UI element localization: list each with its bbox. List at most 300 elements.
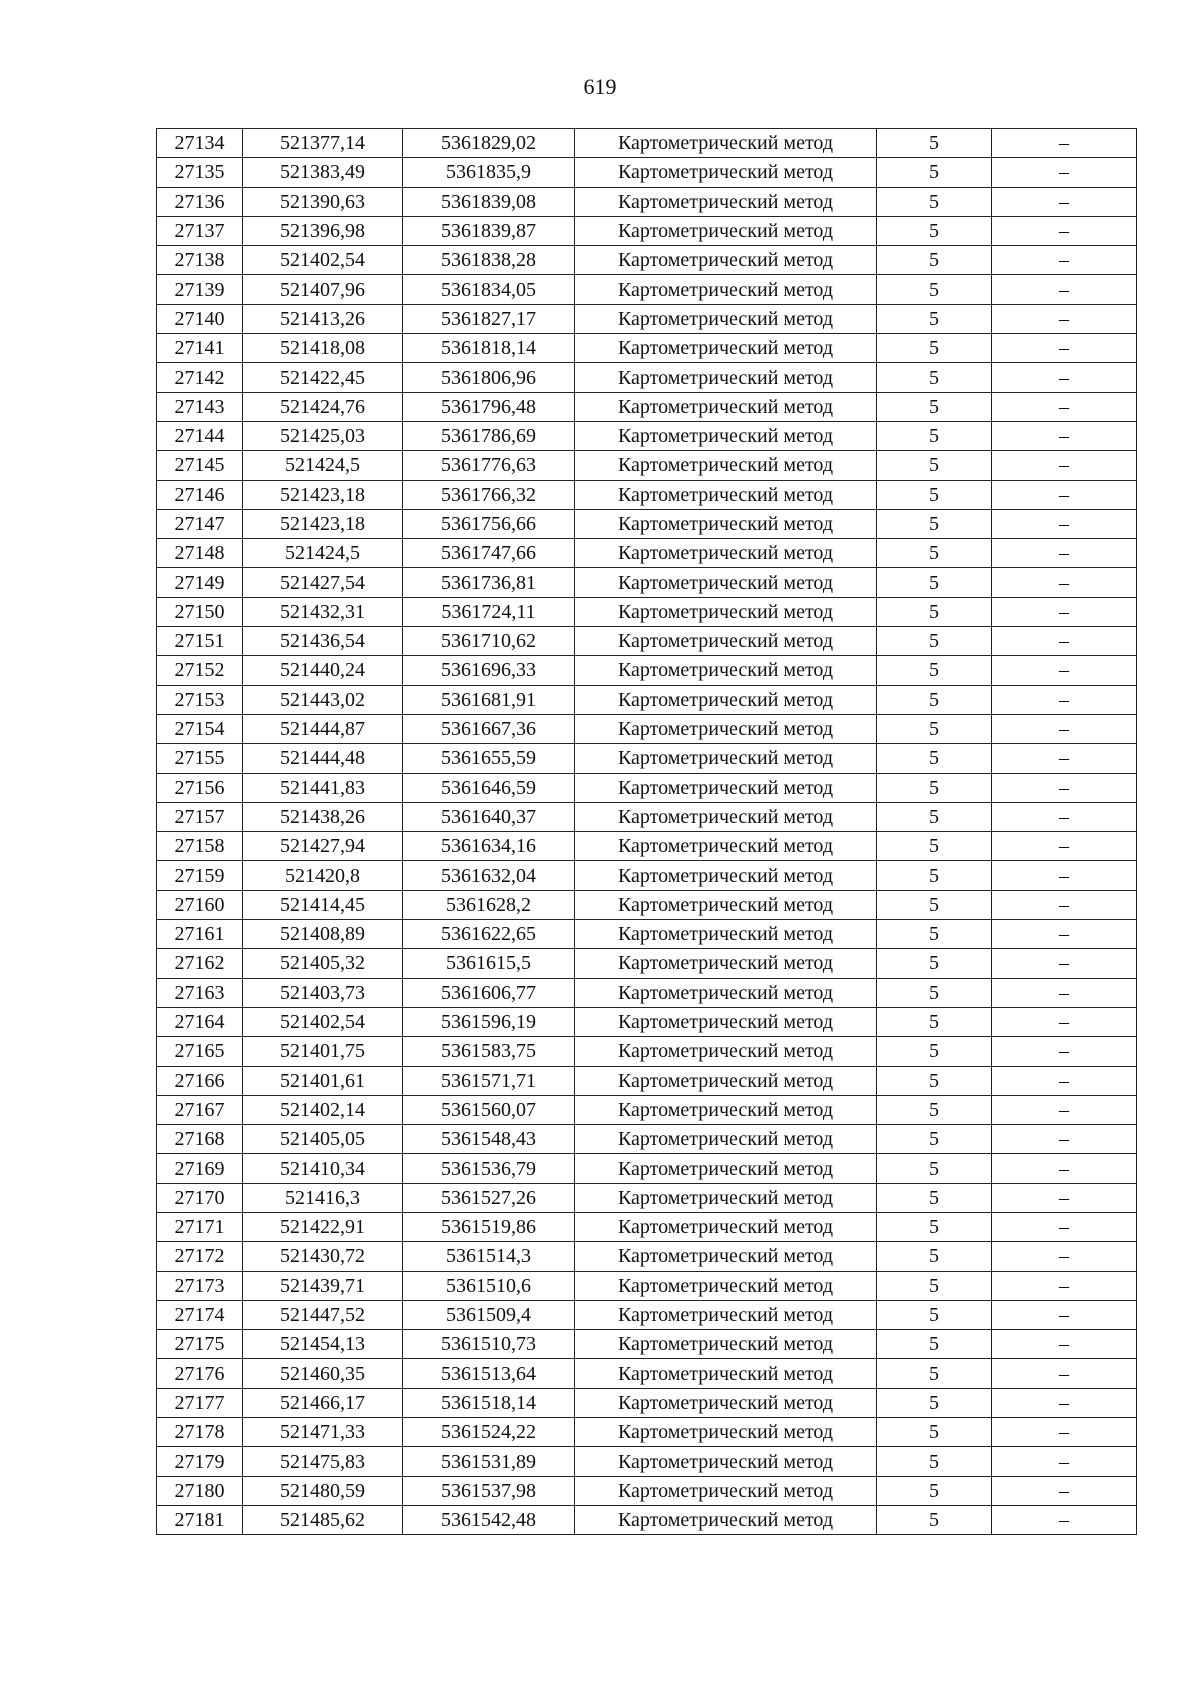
method-cell: Картометрический метод [575,1154,877,1183]
y-coordinate-cell: 5361622,65 [403,920,575,949]
table-row [157,949,1137,978]
note-cell: – [992,744,1137,773]
x-coordinate-cell: 521427,94 [243,832,403,861]
note-cell: – [992,978,1137,1007]
x-coordinate-cell: 521444,48 [243,744,403,773]
note-cell: – [992,1300,1137,1329]
table-row [157,685,1137,714]
method-cell: Картометрический метод [575,334,877,363]
point-number-cell: 27139 [157,275,243,304]
note-cell: – [992,685,1137,714]
note-cell: – [992,246,1137,275]
accuracy-cell: 5 [877,304,992,333]
table-row [157,129,1137,158]
note-cell: – [992,656,1137,685]
y-coordinate-cell: 5361542,48 [403,1505,575,1534]
note-cell: – [992,334,1137,363]
y-coordinate-cell: 5361806,96 [403,363,575,392]
accuracy-cell: 5 [877,1242,992,1271]
note-cell: – [992,568,1137,597]
table-row [157,627,1137,656]
method-cell: Картометрический метод [575,861,877,890]
method-cell: Картометрический метод [575,304,877,333]
x-coordinate-cell: 521444,87 [243,714,403,743]
method-cell: Картометрический метод [575,627,877,656]
method-cell: Картометрический метод [575,714,877,743]
note-cell: – [992,1447,1137,1476]
method-cell: Картометрический метод [575,1095,877,1124]
x-coordinate-cell: 521423,18 [243,509,403,538]
y-coordinate-cell: 5361724,11 [403,597,575,626]
accuracy-cell: 5 [877,832,992,861]
table-row [157,832,1137,861]
accuracy-cell: 5 [877,773,992,802]
y-coordinate-cell: 5361510,73 [403,1330,575,1359]
page-number: 619 [583,74,617,99]
method-cell: Картометрический метод [575,1505,877,1534]
point-number-cell: 27167 [157,1095,243,1124]
y-coordinate-cell: 5361628,2 [403,890,575,919]
y-coordinate-cell: 5361655,59 [403,744,575,773]
method-cell: Картометрический метод [575,129,877,158]
y-coordinate-cell: 5361527,26 [403,1183,575,1212]
table-row [157,920,1137,949]
point-number-cell: 27159 [157,861,243,890]
note-cell: – [992,216,1137,245]
method-cell: Картометрический метод [575,246,877,275]
x-coordinate-cell: 521475,83 [243,1447,403,1476]
x-coordinate-cell: 521424,76 [243,392,403,421]
x-coordinate-cell: 521403,73 [243,978,403,1007]
point-number-cell: 27138 [157,246,243,275]
method-cell: Картометрический метод [575,451,877,480]
accuracy-cell: 5 [877,1183,992,1212]
point-number-cell: 27170 [157,1183,243,1212]
method-cell: Картометрический метод [575,685,877,714]
note-cell: – [992,1154,1137,1183]
note-cell: – [992,304,1137,333]
method-cell: Картометрический метод [575,187,877,216]
y-coordinate-cell: 5361632,04 [403,861,575,890]
note-cell: – [992,1476,1137,1505]
table-row [157,978,1137,1007]
method-cell: Картометрический метод [575,832,877,861]
method-cell: Картометрический метод [575,1007,877,1036]
y-coordinate-cell: 5361776,63 [403,451,575,480]
x-coordinate-cell: 521414,45 [243,890,403,919]
y-coordinate-cell: 5361513,64 [403,1359,575,1388]
table-row [157,1125,1137,1154]
point-number-cell: 27169 [157,1154,243,1183]
x-coordinate-cell: 521424,5 [243,451,403,480]
method-cell: Картометрический метод [575,509,877,538]
method-cell: Картометрический метод [575,421,877,450]
table-row [157,1418,1137,1447]
point-number-cell: 27175 [157,1330,243,1359]
point-number-cell: 27135 [157,158,243,187]
x-coordinate-cell: 521439,71 [243,1271,403,1300]
y-coordinate-cell: 5361766,32 [403,480,575,509]
point-number-cell: 27160 [157,890,243,919]
x-coordinate-cell: 521420,8 [243,861,403,890]
note-cell: – [992,832,1137,861]
y-coordinate-cell: 5361510,6 [403,1271,575,1300]
accuracy-cell: 5 [877,1359,992,1388]
x-coordinate-cell: 521422,45 [243,363,403,392]
accuracy-cell: 5 [877,744,992,773]
y-coordinate-cell: 5361834,05 [403,275,575,304]
x-coordinate-cell: 521471,33 [243,1418,403,1447]
method-cell: Картометрический метод [575,1418,877,1447]
x-coordinate-cell: 521460,35 [243,1359,403,1388]
table-row [157,363,1137,392]
point-number-cell: 27134 [157,129,243,158]
y-coordinate-cell: 5361818,14 [403,334,575,363]
y-coordinate-cell: 5361839,87 [403,216,575,245]
point-number-cell: 27171 [157,1212,243,1241]
point-number-cell: 27176 [157,1359,243,1388]
x-coordinate-cell: 521485,62 [243,1505,403,1534]
note-cell: – [992,1505,1137,1534]
method-cell: Картометрический метод [575,568,877,597]
method-cell: Картометрический метод [575,744,877,773]
note-cell: – [992,363,1137,392]
point-number-cell: 27150 [157,597,243,626]
note-cell: – [992,421,1137,450]
table-row [157,744,1137,773]
accuracy-cell: 5 [877,978,992,1007]
table-row [157,1505,1137,1534]
point-number-cell: 27153 [157,685,243,714]
table-row [157,1212,1137,1241]
note-cell: – [992,1037,1137,1066]
note-cell: – [992,1066,1137,1095]
y-coordinate-cell: 5361536,79 [403,1154,575,1183]
point-number-cell: 27181 [157,1505,243,1534]
y-coordinate-cell: 5361786,69 [403,421,575,450]
note-cell: – [992,920,1137,949]
accuracy-cell: 5 [877,714,992,743]
table-row [157,714,1137,743]
point-number-cell: 27179 [157,1447,243,1476]
y-coordinate-cell: 5361646,59 [403,773,575,802]
table-row [157,392,1137,421]
x-coordinate-cell: 521402,54 [243,246,403,275]
y-coordinate-cell: 5361838,28 [403,246,575,275]
x-coordinate-cell: 521407,96 [243,275,403,304]
x-coordinate-cell: 521396,98 [243,216,403,245]
y-coordinate-cell: 5361571,71 [403,1066,575,1095]
method-cell: Картометрический метод [575,1388,877,1417]
point-number-cell: 27146 [157,480,243,509]
accuracy-cell: 5 [877,627,992,656]
table-row [157,1066,1137,1095]
point-number-cell: 27137 [157,216,243,245]
y-coordinate-cell: 5361531,89 [403,1447,575,1476]
accuracy-cell: 5 [877,1154,992,1183]
accuracy-cell: 5 [877,1330,992,1359]
table-row [157,246,1137,275]
method-cell: Картометрический метод [575,597,877,626]
method-cell: Картометрический метод [575,275,877,304]
x-coordinate-cell: 521418,08 [243,334,403,363]
y-coordinate-cell: 5361829,02 [403,129,575,158]
table-row [157,421,1137,450]
x-coordinate-cell: 521401,61 [243,1066,403,1095]
point-number-cell: 27154 [157,714,243,743]
y-coordinate-cell: 5361537,98 [403,1476,575,1505]
point-number-cell: 27172 [157,1242,243,1271]
note-cell: – [992,714,1137,743]
point-number-cell: 27158 [157,832,243,861]
note-cell: – [992,451,1137,480]
method-cell: Картометрический метод [575,1330,877,1359]
y-coordinate-cell: 5361640,37 [403,802,575,831]
method-cell: Картометрический метод [575,1212,877,1241]
note-cell: – [992,890,1137,919]
method-cell: Картометрический метод [575,1125,877,1154]
point-number-cell: 27143 [157,392,243,421]
x-coordinate-cell: 521401,75 [243,1037,403,1066]
table-row [157,1447,1137,1476]
accuracy-cell: 5 [877,334,992,363]
point-number-cell: 27141 [157,334,243,363]
note-cell: – [992,539,1137,568]
table-row [157,1271,1137,1300]
table-row [157,509,1137,538]
accuracy-cell: 5 [877,421,992,450]
note-cell: – [992,480,1137,509]
accuracy-cell: 5 [877,539,992,568]
accuracy-cell: 5 [877,920,992,949]
note-cell: – [992,509,1137,538]
method-cell: Картометрический метод [575,392,877,421]
table-row [157,187,1137,216]
point-number-cell: 27174 [157,1300,243,1329]
accuracy-cell: 5 [877,1388,992,1417]
y-coordinate-cell: 5361747,66 [403,539,575,568]
method-cell: Картометрический метод [575,363,877,392]
method-cell: Картометрический метод [575,949,877,978]
method-cell: Картометрический метод [575,978,877,1007]
x-coordinate-cell: 521427,54 [243,568,403,597]
method-cell: Картометрический метод [575,158,877,187]
x-coordinate-cell: 521413,26 [243,304,403,333]
note-cell: – [992,773,1137,802]
accuracy-cell: 5 [877,1066,992,1095]
accuracy-cell: 5 [877,890,992,919]
y-coordinate-cell: 5361583,75 [403,1037,575,1066]
note-cell: – [992,949,1137,978]
y-coordinate-cell: 5361596,19 [403,1007,575,1036]
point-number-cell: 27166 [157,1066,243,1095]
y-coordinate-cell: 5361681,91 [403,685,575,714]
table-row [157,1154,1137,1183]
y-coordinate-cell: 5361710,62 [403,627,575,656]
note-cell: – [992,597,1137,626]
y-coordinate-cell: 5361634,16 [403,832,575,861]
accuracy-cell: 5 [877,1212,992,1241]
method-cell: Картометрический метод [575,1300,877,1329]
x-coordinate-cell: 521416,3 [243,1183,403,1212]
x-coordinate-cell: 521402,14 [243,1095,403,1124]
accuracy-cell: 5 [877,802,992,831]
method-cell: Картометрический метод [575,1271,877,1300]
x-coordinate-cell: 521438,26 [243,802,403,831]
method-cell: Картометрический метод [575,539,877,568]
x-coordinate-cell: 521466,17 [243,1388,403,1417]
point-number-cell: 27148 [157,539,243,568]
accuracy-cell: 5 [877,187,992,216]
table-row [157,539,1137,568]
x-coordinate-cell: 521441,83 [243,773,403,802]
accuracy-cell: 5 [877,1505,992,1534]
x-coordinate-cell: 521423,18 [243,480,403,509]
x-coordinate-cell: 521447,52 [243,1300,403,1329]
y-coordinate-cell: 5361514,3 [403,1242,575,1271]
method-cell: Картометрический метод [575,656,877,685]
point-number-cell: 27164 [157,1007,243,1036]
x-coordinate-cell: 521443,02 [243,685,403,714]
note-cell: – [992,1242,1137,1271]
accuracy-cell: 5 [877,1271,992,1300]
y-coordinate-cell: 5361756,66 [403,509,575,538]
coordinates-table-body [157,129,1137,1535]
method-cell: Картометрический метод [575,1066,877,1095]
accuracy-cell: 5 [877,685,992,714]
table-row [157,304,1137,333]
x-coordinate-cell: 521430,72 [243,1242,403,1271]
table-row [157,216,1137,245]
note-cell: – [992,1125,1137,1154]
point-number-cell: 27142 [157,363,243,392]
point-number-cell: 27165 [157,1037,243,1066]
accuracy-cell: 5 [877,656,992,685]
table-row [157,334,1137,363]
point-number-cell: 27156 [157,773,243,802]
note-cell: – [992,1418,1137,1447]
point-number-cell: 27145 [157,451,243,480]
note-cell: – [992,627,1137,656]
note-cell: – [992,1212,1137,1241]
point-number-cell: 27173 [157,1271,243,1300]
y-coordinate-cell: 5361796,48 [403,392,575,421]
accuracy-cell: 5 [877,246,992,275]
point-number-cell: 27180 [157,1476,243,1505]
accuracy-cell: 5 [877,1125,992,1154]
table-row [157,568,1137,597]
accuracy-cell: 5 [877,392,992,421]
table-row [157,158,1137,187]
y-coordinate-cell: 5361736,81 [403,568,575,597]
table-row [157,1300,1137,1329]
x-coordinate-cell: 521454,13 [243,1330,403,1359]
point-number-cell: 27140 [157,304,243,333]
table-row [157,656,1137,685]
table-row [157,773,1137,802]
accuracy-cell: 5 [877,158,992,187]
x-coordinate-cell: 521424,5 [243,539,403,568]
method-cell: Картометрический метод [575,802,877,831]
y-coordinate-cell: 5361839,08 [403,187,575,216]
accuracy-cell: 5 [877,1300,992,1329]
y-coordinate-cell: 5361560,07 [403,1095,575,1124]
method-cell: Картометрический метод [575,1183,877,1212]
point-number-cell: 27155 [157,744,243,773]
note-cell: – [992,158,1137,187]
accuracy-cell: 5 [877,363,992,392]
method-cell: Картометрический метод [575,216,877,245]
note-cell: – [992,1007,1137,1036]
x-coordinate-cell: 521436,54 [243,627,403,656]
accuracy-cell: 5 [877,1095,992,1124]
coordinates-table [156,128,1137,1535]
accuracy-cell: 5 [877,451,992,480]
note-cell: – [992,129,1137,158]
note-cell: – [992,802,1137,831]
point-number-cell: 27163 [157,978,243,1007]
method-cell: Картометрический метод [575,1476,877,1505]
method-cell: Картометрический метод [575,773,877,802]
accuracy-cell: 5 [877,216,992,245]
point-number-cell: 27152 [157,656,243,685]
y-coordinate-cell: 5361835,9 [403,158,575,187]
note-cell: – [992,392,1137,421]
point-number-cell: 27151 [157,627,243,656]
table-row [157,1095,1137,1124]
point-number-cell: 27178 [157,1418,243,1447]
accuracy-cell: 5 [877,129,992,158]
table-row [157,1388,1137,1417]
table-row [157,1183,1137,1212]
x-coordinate-cell: 521405,32 [243,949,403,978]
point-number-cell: 27147 [157,509,243,538]
y-coordinate-cell: 5361524,22 [403,1418,575,1447]
accuracy-cell: 5 [877,1418,992,1447]
point-number-cell: 27161 [157,920,243,949]
point-number-cell: 27162 [157,949,243,978]
method-cell: Картометрический метод [575,1447,877,1476]
x-coordinate-cell: 521432,31 [243,597,403,626]
method-cell: Картометрический метод [575,1037,877,1066]
table-row [157,861,1137,890]
point-number-cell: 27157 [157,802,243,831]
table-row [157,480,1137,509]
method-cell: Картометрический метод [575,1359,877,1388]
x-coordinate-cell: 521408,89 [243,920,403,949]
table-row [157,1007,1137,1036]
y-coordinate-cell: 5361519,86 [403,1212,575,1241]
accuracy-cell: 5 [877,1037,992,1066]
note-cell: – [992,187,1137,216]
method-cell: Картометрический метод [575,890,877,919]
accuracy-cell: 5 [877,1447,992,1476]
table-row [157,597,1137,626]
note-cell: – [992,1330,1137,1359]
y-coordinate-cell: 5361667,36 [403,714,575,743]
method-cell: Картометрический метод [575,1242,877,1271]
table-row [157,1242,1137,1271]
note-cell: – [992,1388,1137,1417]
point-number-cell: 27168 [157,1125,243,1154]
note-cell: – [992,1095,1137,1124]
table-row [157,1476,1137,1505]
note-cell: – [992,1359,1137,1388]
accuracy-cell: 5 [877,1476,992,1505]
note-cell: – [992,1271,1137,1300]
point-number-cell: 27149 [157,568,243,597]
x-coordinate-cell: 521402,54 [243,1007,403,1036]
